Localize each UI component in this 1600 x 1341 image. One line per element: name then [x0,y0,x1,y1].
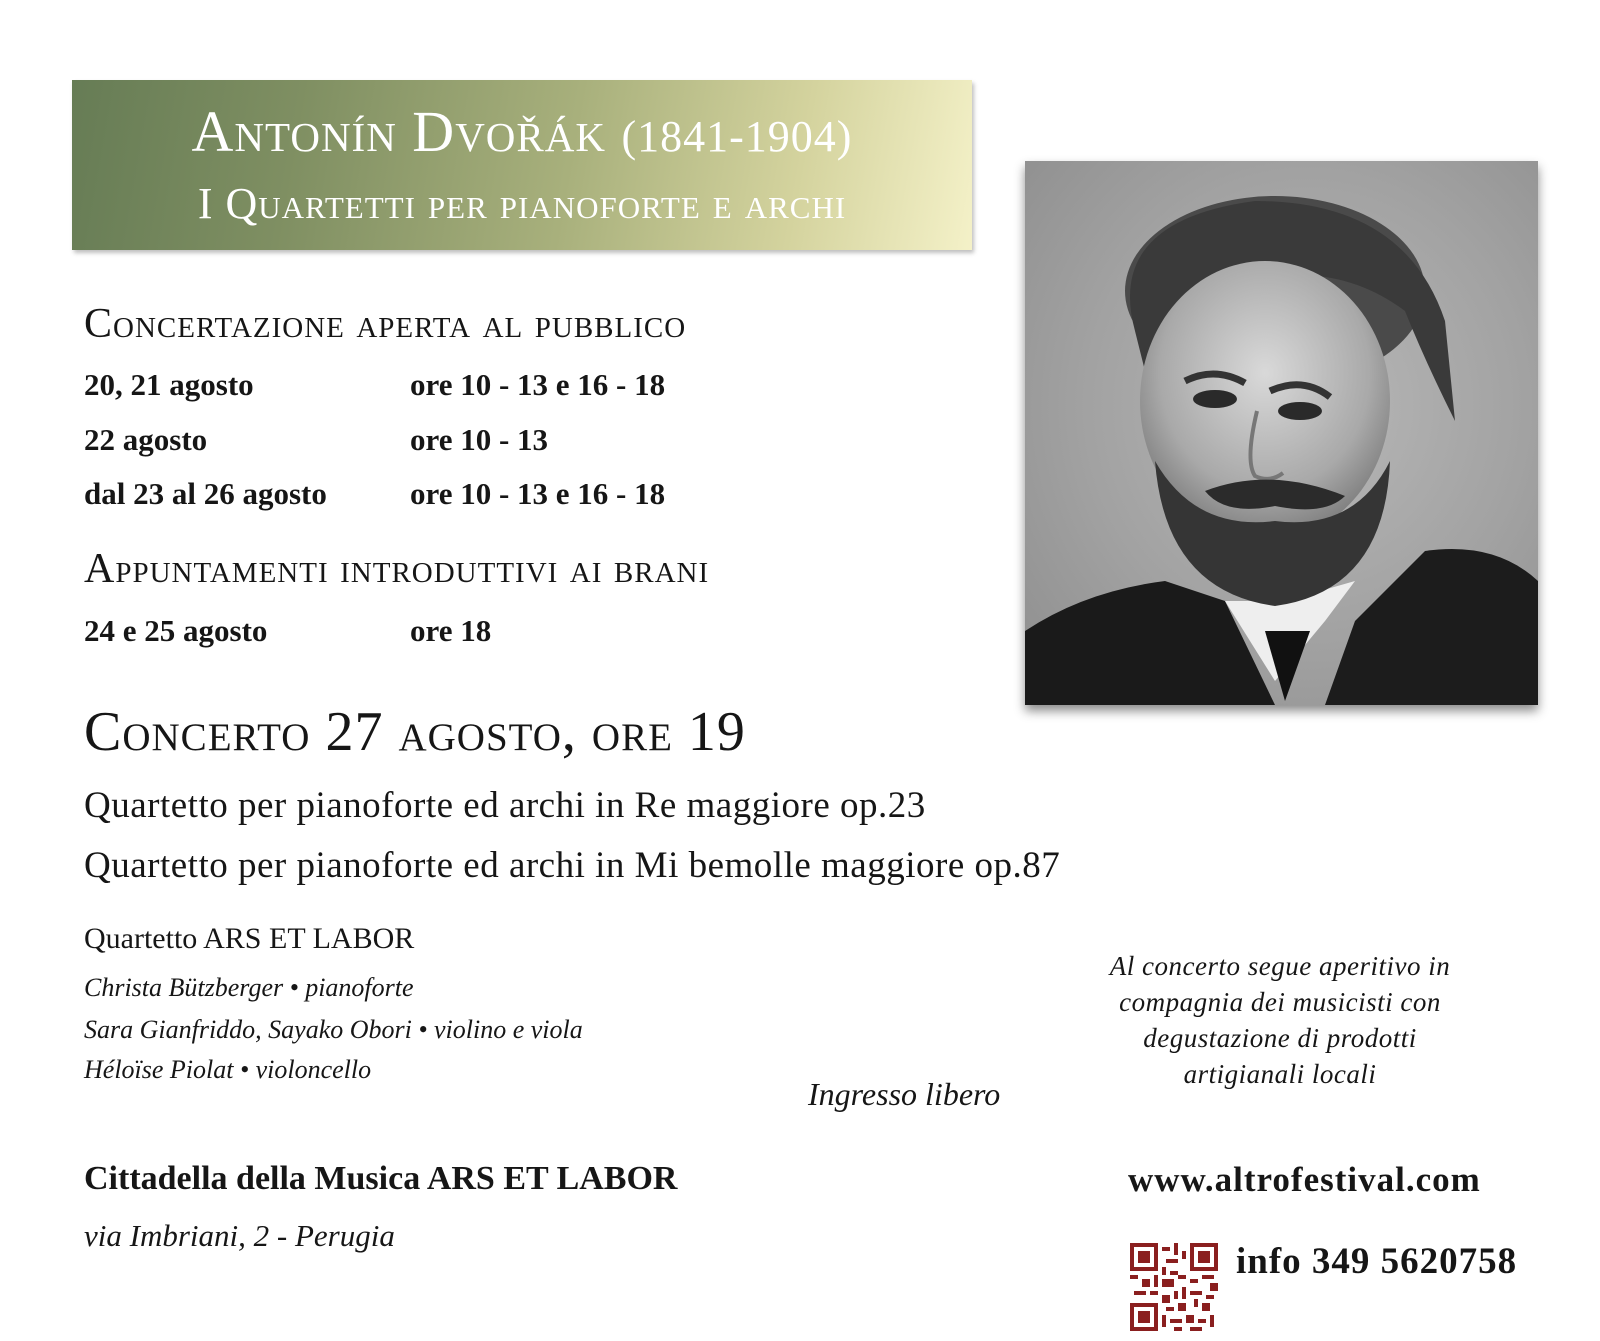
rehearsal-date: dal 23 al 26 agosto [84,476,327,511]
rehearsal-time: ore 10 - 13 e 16 - 18 [410,476,666,511]
concert-piece: Quartetto per pianoforte ed archi in Mi bemolle maggiore op.87 [84,845,1061,886]
aperitivo-note [1060,948,1500,1092]
musician-line: Christa Bützberger • pianoforte [84,973,414,1002]
rehearsal-date: 22 agosto [84,422,208,457]
phone-contact: info 349 5620758 [1236,1241,1518,1282]
intro-time: ore 18 [410,613,492,648]
venue-name: Cittadella della Musica ARS ET LABOR [84,1160,678,1197]
concert-heading: Concerto 27 agosto, ore 19 [84,701,746,763]
composer-name: Antonín Dvořák [191,99,606,164]
composer-portrait-photo [1025,161,1538,705]
concert-piece: Quartetto per pianoforte ed archi in Re maggiore op.23 [84,785,926,826]
composer-title [72,98,972,165]
venue-address: via Imbriani, 2 - Perugia [84,1218,395,1253]
rehearsal-time: ore 10 - 13 e 16 - 18 [410,367,666,402]
rehearsal-date: 20, 21 agosto [84,367,254,402]
rehearsals-heading: Concertazione aperta al pubblico [84,301,687,347]
event-subtitle: I Quartetti per pianoforte e archi [197,179,847,228]
musician-line: Héloïse Piolat • violoncello [84,1055,372,1084]
qr-code-icon [1130,1243,1218,1331]
musician-line: Sara Gianfriddo, Sayako Obori • violino e viola [84,1015,583,1044]
ensemble-name: Quartetto ARS ET LABOR [84,922,415,955]
aperitivo-line: Al concerto segue aperitivo in [1109,951,1451,981]
aperitivo-line: degustazione di prodotti [1143,1023,1417,1053]
intro-heading: Appuntamenti introduttivi ai brani [84,546,710,592]
intro-date: 24 e 25 agosto [84,613,268,648]
website-link[interactable]: www.altrofestival.com [1128,1160,1481,1199]
rehearsal-time: ore 10 - 13 [410,422,549,457]
aperitivo-line: artigianali locali [1183,1059,1377,1089]
aperitivo-line: compagnia dei musicisti con [1119,987,1441,1017]
composer-years: (1841-1904) [621,112,853,161]
title-banner [72,80,972,250]
entry-note: Ingresso libero [808,1076,1001,1112]
